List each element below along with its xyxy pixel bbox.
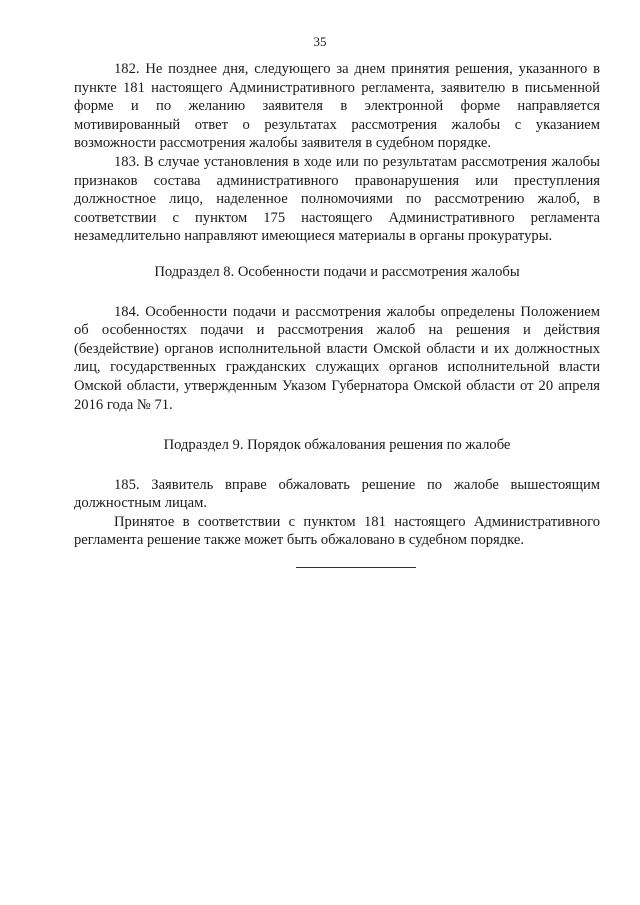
document-body	[74, 60, 600, 568]
subsection-8-heading: Подраздел 8. Особенности подачи и рассмотрения жалобы	[154, 263, 520, 280]
paragraph-185: 185. Заявитель вправе обжаловать решение по жалобе вышестоящим должностным лицам.	[74, 476, 600, 512]
paragraph-184: 184. Особенности подачи и рассмотрения жалобы определены Положением об особенностях подачи и рассмотрения жалоб на решения и действия (бездействие) органов исполнительной власти Омской области и их должностных лиц, государственных гражданских служащих органов исполнительной власти Омской области, утвержденным Указом Губернатора Омской области от 20 апреля 2016 года № 71.	[74, 303, 600, 413]
subsection-9-heading: Подраздел 9. Порядок обжалования решения по жалобе	[163, 437, 511, 454]
end-of-text-rule	[296, 567, 416, 568]
page-number: 35	[313, 34, 327, 49]
paragraph-182: 182. Не позднее дня, следующего за днем принятия решения, указанного в пункте 181 настоящего Административного регламента, заявителю в письменной форме и по желанию заявителя в электронной форме направляется мотивированный ответ о результатах рассмотрения жалобы с указанием возможности рассмотрения жалобы заявителя в судебном порядке.	[74, 61, 600, 152]
paragraph-185-continuation: Принятое в соответствии с пунктом 181 настоящего Административного регламента решение также может быть обжаловано в судебном порядке.	[74, 513, 600, 549]
paragraph-183: 183. В случае установления в ходе или по результатам рассмотрения жалобы признаков состава административного правонарушения или преступления должностное лицо, наделенное полномочиями по рассмотрению жалоб, в соответствии с пунктом 175 настоящего Административного регламента незамедлительно направляют имеющиеся материалы в органы прокуратуры.	[74, 153, 600, 245]
